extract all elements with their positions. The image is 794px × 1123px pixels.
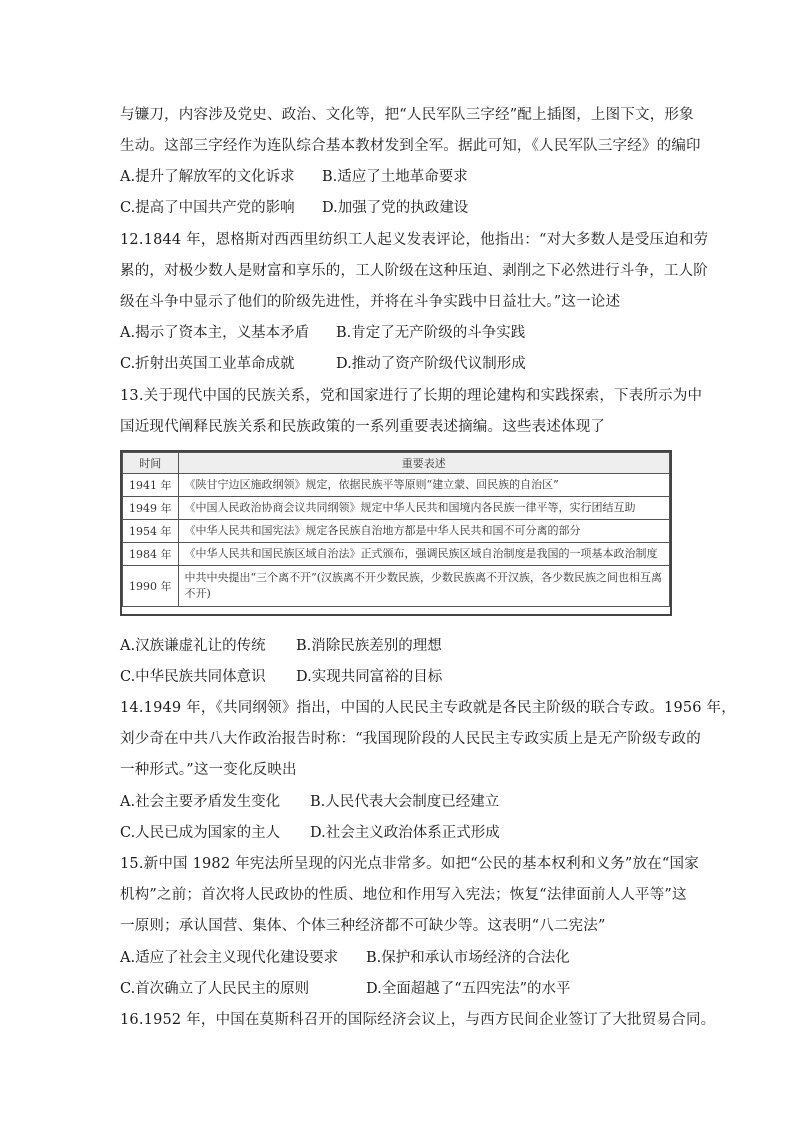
q13-option-c: C.中华民族共同体意识 <box>120 669 266 685</box>
q15-option-c: C.首次确立了人民民主的原则 <box>120 981 310 997</box>
q12-option-d: D.推动了资产阶级代议制形成 <box>336 356 526 372</box>
q15-line-2: 机构”之前；首次将人民政协的性质、地位和作用写入宪法；恢复“法律面前人人平等”这 <box>120 887 687 903</box>
table-cell-statement: 《中华人民共和国民族区域自治法》正式颁布，强调民族区域自治制度是我国的一项基本政治制度 <box>178 543 670 566</box>
q11-line-2: 生动。这部三字经作为连队综合基本教材发到全军。据此可知，《人民军队三字经》的编印 <box>120 138 701 154</box>
q14-option-c: C.人民已成为国家的主人 <box>120 825 281 841</box>
q13-option-d: D.实现共同富裕的目标 <box>296 669 443 685</box>
q15-option-d: D.全面超越了“五四宪法”的水平 <box>366 981 571 997</box>
table-header-statement: 重要表述 <box>178 453 670 474</box>
q15-option-b: B.保护和承认市场经济的合法化 <box>366 950 570 966</box>
q12-line-1: 12.1844 年，恩格斯对西西里纺织工人起义发表评论，他指出：“对大多数人是受压迫和劳 <box>120 232 709 248</box>
table-cell-statement: 《中华人民共和国宪法》规定各民族自治地方都是中华人民共和国不可分离的部分 <box>178 520 670 543</box>
q12-option-b: B.肯定了无产阶级的斗争实践 <box>336 325 526 341</box>
q11-option-c: C.提高了中国共产党的影响 <box>120 200 295 216</box>
q16-line-1: 16.1952 年，中国在莫斯科召开的国际经济会议上，与西方民间企业签订了大批贸易合同。 <box>120 1012 716 1028</box>
q13-line-1: 13.关于现代中国的民族关系，党和国家进行了长期的理论建构和实践探索，下表所示为中 <box>120 388 703 404</box>
q15-line-1: 15.新中国 1982 年宪法所呈现的闪光点非常多。如把“公民的基本权利和义务”放在“国家 <box>120 856 699 872</box>
table-header-year: 时间 <box>123 453 179 474</box>
table-cell-year: 1941 年 <box>123 474 179 497</box>
table-cell-statement: 《陕甘宁边区施政纲领》规定，依据民族平等原则“建立蒙、回民族的自治区” <box>178 474 670 497</box>
q14-line-2: 刘少奇在中共八大作政治报告时称：“我国现阶段的人民民主专政实质上是无产阶级专政的 <box>120 731 701 747</box>
q13-option-b: B.消除民族差别的理想 <box>296 638 442 654</box>
q13-option-a: A.汉族谦虚礼让的传统 <box>120 638 266 654</box>
q14-option-a: A.社会主要矛盾发生变化 <box>120 794 281 810</box>
table-row <box>123 474 670 497</box>
q12-line-3: 级在斗争中显示了他们的阶级先进性，并将在斗争实践中日益壮大。”这一论述 <box>120 294 621 310</box>
q14-line-3: 一种形式。”这一变化反映出 <box>120 762 297 778</box>
table-row <box>123 566 670 607</box>
table-row <box>123 497 670 520</box>
q15-line-3: 一原则；承认国营、集体、个体三种经济都不可缺少等。这表明“八二宪法” <box>120 918 606 934</box>
table-cell-year: 1954 年 <box>123 520 179 543</box>
table-row <box>123 543 670 566</box>
q11-option-b: B.适应了土地革命要求 <box>322 169 468 185</box>
q12-option-c: C.折射出英国工业革命成就 <box>120 356 295 372</box>
q11-line-1: 与镰刀，内容涉及党史、政治、文化等，把“人民军队三字经”配上插图，上图下文，形象 <box>120 107 694 123</box>
q15-option-a: A.适应了社会主义现代化建设要求 <box>120 950 339 966</box>
table-cell-year: 1949 年 <box>123 497 179 520</box>
q12-line-2: 累的，对极少数人是财富和享乐的，工人阶级在这种压迫、剥削之下必然进行斗争，工人阶 <box>120 263 708 279</box>
q14-option-d: D.社会主义政治体系正式形成 <box>310 825 500 841</box>
q14-option-b: B.人民代表大会制度已经建立 <box>310 794 500 810</box>
q12-option-a: A.揭示了资本主，义基本矛盾 <box>120 325 310 341</box>
q14-line-1: 14.1949 年，《共同纲领》指出，中国的人民民主专政就是各民主阶级的联合专政。1956 年， <box>120 700 736 716</box>
q11-option-a: A.提升了解放军的文化诉求 <box>120 169 295 185</box>
table-row <box>123 520 670 543</box>
table-header-row <box>123 453 670 474</box>
q13-line-2: 国近现代阐释民族关系和民族政策的一系列重要表述摘编。这些表述体现了 <box>120 419 606 435</box>
table-cell-statement: 中共中央提出“三个离不开”(汉族离不开少数民族，少数民族离不开汉族，各少数民族之间也相互离不开) <box>178 566 670 607</box>
policy-table <box>122 452 670 607</box>
q11-option-d: D.加强了党的执政建设 <box>322 200 469 216</box>
table-cell-year: 1990 年 <box>123 566 179 607</box>
table-cell-statement: 《中国人民政治协商会议共同纲领》规定中华人民共和国境内各民族一律平等，实行团结互助 <box>178 497 670 520</box>
table-cell-year: 1984 年 <box>123 543 179 566</box>
